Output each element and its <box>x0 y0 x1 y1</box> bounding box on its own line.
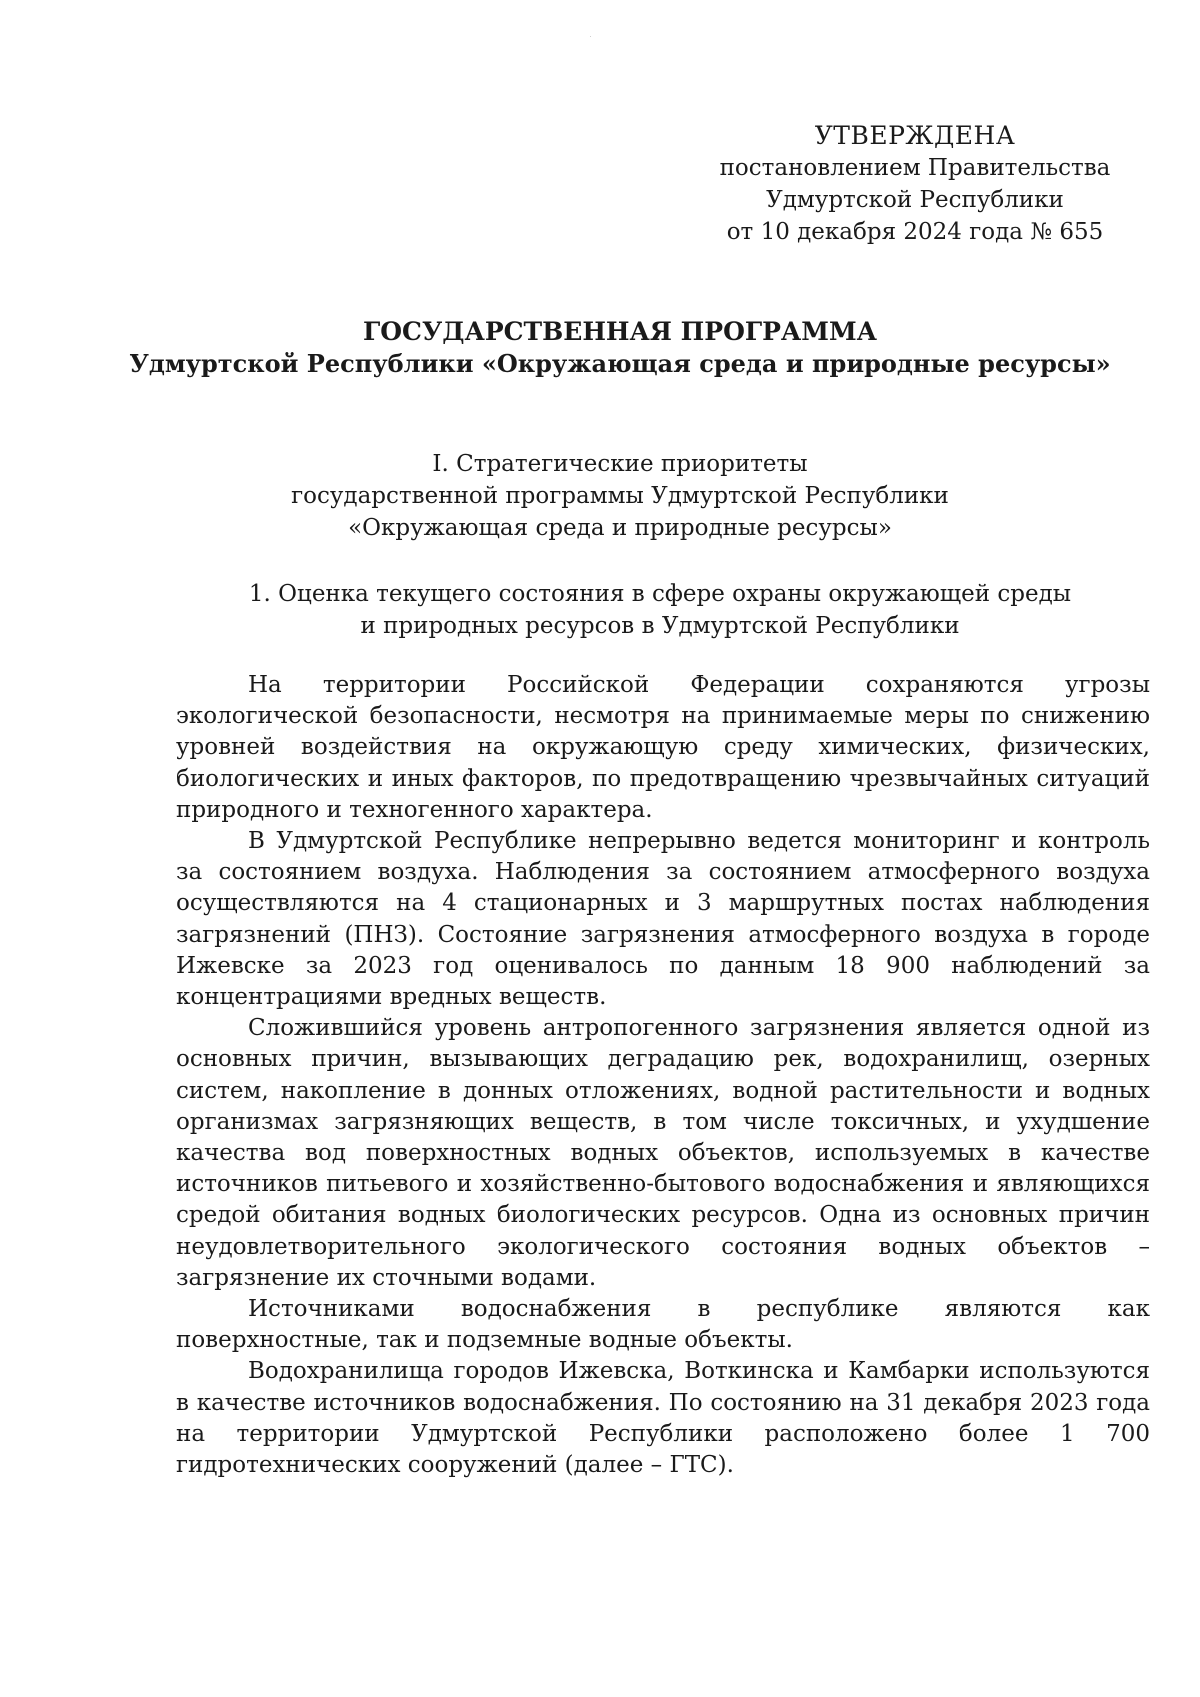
body-paragraph: Источниками водоснабжения в республике являются как поверхностные, так и подземные водные объекты. <box>176 1296 1150 1354</box>
section-heading-line-2: государственной программы Удмуртской Республики <box>291 483 949 509</box>
document-title <box>120 316 1120 380</box>
section-heading-line-3: «Окружающая среда и природные ресурсы» <box>348 515 892 541</box>
body-paragraph: Сложившийся уровень антропогенного загрязнения является одной из основных причин, вызывающих деградацию рек, водохранилищ, озерных систем, накопление в донных отложениях, водной растительности и водных организмах загрязняющих веществ, в том числе токсичных, и ухудшение качества вод поверхностных водных объектов, используемых в качестве источников питьевого и хозяйственно-бытового водоснабжения и являющихся средой обитания водных биологических ресурсов. Одна из основных причин неудовлетворительного экологического состояния водных объектов – загрязнение их сточными водами. <box>176 1015 1150 1291</box>
approval-stamp-block <box>700 120 1130 248</box>
approval-line-3: от 10 декабря 2024 года № 655 <box>726 219 1104 245</box>
approval-line-2: Удмуртской Республики <box>766 187 1064 213</box>
body-paragraph: На территории Российской Федерации сохраняются угрозы экологической безопасности, несмотря на принимаемые меры по снижению уровней воздействия на окружающую среду химических, физических, биологических и иных факторов, по предотвращению чрезвычайных ситуаций природного и техногенного характера. <box>176 672 1150 823</box>
subsection-heading <box>220 578 1100 642</box>
section-heading-line-1: I. Стратегические приоритеты <box>432 451 808 477</box>
subsection-heading-line-1: 1. Оценка текущего состояния в сфере охраны окружающей среды <box>248 581 1072 607</box>
scan-speck <box>590 36 591 37</box>
approval-line-1: постановлением Правительства <box>719 155 1111 181</box>
title-line-1: ГОСУДАРСТВЕННАЯ ПРОГРАММА <box>363 317 877 346</box>
approval-heading: УТВЕРЖДЕНА <box>814 121 1016 150</box>
body-paragraph: Водохранилища городов Ижевска, Воткинска и Камбарки используются в качестве источников водоснабжения. По состоянию на 31 декабря 2023 года на территории Удмуртской Республики расположено более 1 700 гидротехнических сооружений (далее – ГТС). <box>176 1358 1150 1479</box>
subsection-heading-line-2: и природных ресурсов в Удмуртской Республики <box>360 613 960 639</box>
document-body <box>176 670 1150 1481</box>
body-paragraph: В Удмуртской Республике непрерывно ведется мониторинг и контроль за состоянием воздуха. Наблюдения за состоянием атмосферного воздуха осуществляются на 4 стационарных и 3 маршрутных постах наблюдения загрязнений (ПНЗ). Состояние загрязнения атмосферного воздуха в городе Ижевске за 2023 год оценивалось по данным 18 900 наблюдений за концентрациями вредных веществ. <box>176 828 1150 1011</box>
section-heading <box>160 448 1080 544</box>
title-line-2: Удмуртской Республики «Окружающая среда и природные ресурсы» <box>129 349 1111 378</box>
